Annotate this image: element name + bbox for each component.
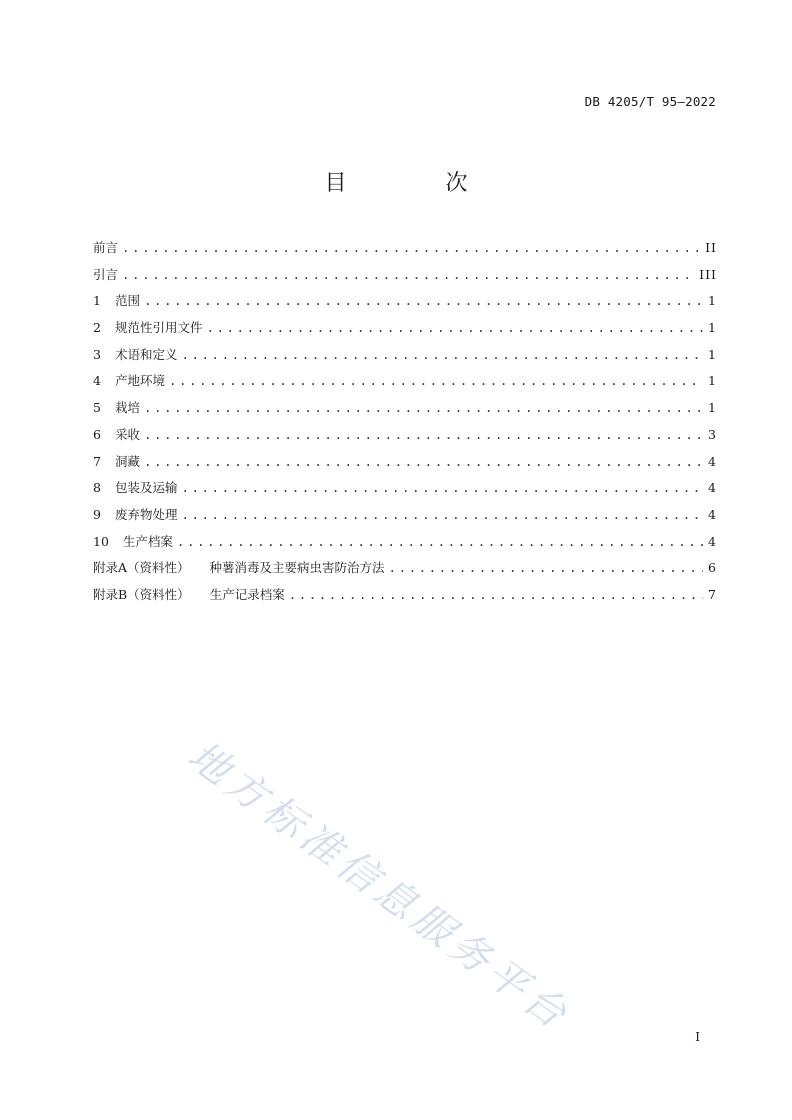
toc-entry-number: 6	[93, 426, 101, 442]
toc-leader-dots	[122, 240, 701, 255]
toc-entry-label: 洞藏	[114, 453, 140, 469]
page-folio: I	[695, 1030, 700, 1044]
toc-entry[interactable]	[93, 265, 717, 292]
toc-entry[interactable]	[93, 532, 717, 559]
toc-entry-number: 4	[93, 373, 101, 389]
toc-entry-page: 3	[708, 426, 717, 442]
page-title: 目 次	[324, 171, 514, 196]
toc-entry[interactable]	[93, 371, 717, 398]
toc-entry[interactable]	[93, 478, 717, 505]
watermark: 地方标准信息服务平台	[179, 732, 579, 1041]
toc-entry-label: 术语和定义	[114, 346, 178, 362]
toc-entry[interactable]	[93, 558, 717, 585]
toc-entry-page: 4	[708, 453, 717, 469]
toc-entry-number: 3	[93, 346, 101, 362]
toc-entry-page: 1	[708, 346, 717, 362]
toc-entry[interactable]	[93, 398, 717, 425]
toc-leader-dots	[144, 454, 703, 469]
toc-entry-label: 废弃物处理	[114, 506, 178, 522]
toc-entry-label: 生产档案	[122, 533, 173, 549]
toc-entry-label: 范围	[114, 293, 140, 309]
toc-entry-number: 9	[93, 506, 101, 522]
toc-entry-page: 1	[708, 400, 717, 416]
toc-leader-dots	[289, 587, 703, 602]
toc-leader-dots	[169, 373, 703, 388]
toc-leader-dots	[181, 507, 703, 522]
toc-entry-label: 采收	[114, 426, 140, 442]
toc-leader-dots	[144, 293, 703, 308]
toc-entry[interactable]	[93, 318, 717, 345]
toc-entry-number: 7	[93, 453, 101, 469]
toc-entry[interactable]	[93, 345, 717, 372]
toc-entry-label: 前言	[93, 240, 119, 255]
toc-entry-number: 5	[93, 400, 101, 416]
toc-entry[interactable]	[93, 585, 717, 612]
toc-entry-label: 产地环境	[114, 373, 165, 389]
toc-entry-page: 4	[708, 480, 717, 496]
toc-entry-page: 4	[708, 533, 717, 549]
toc-entry-page: 4	[708, 506, 717, 522]
toc-leader-dots	[181, 347, 703, 362]
table-of-contents	[93, 238, 717, 612]
toc-entry-label: 种薯消毒及主要病虫害防治方法	[209, 560, 385, 576]
toc-entry-page: 1	[708, 293, 717, 309]
toc-entry-page: II	[705, 240, 717, 255]
toc-entry[interactable]	[93, 425, 717, 452]
toc-entry[interactable]	[93, 291, 717, 318]
toc-leader-dots	[206, 320, 703, 335]
standard-number: DB 4205/T 95—2022	[584, 94, 716, 109]
toc-leader-dots	[144, 400, 703, 415]
toc-leader-dots	[181, 480, 703, 495]
toc-entry-page: 1	[708, 373, 717, 389]
toc-entry-page: 6	[708, 560, 717, 576]
toc-entry-label: 规范性引用文件	[114, 320, 203, 336]
toc-entry-number: 10	[93, 533, 109, 549]
toc-entry-number: 8	[93, 480, 101, 496]
toc-entry-label: 栽培	[114, 400, 140, 416]
toc-leader-dots	[177, 534, 703, 549]
toc-entry-label: 包装及运输	[114, 480, 178, 496]
toc-entry-number: 附录B（资料性）	[93, 586, 190, 602]
toc-entry-label: 引言	[93, 266, 119, 282]
toc-leader-dots	[389, 560, 703, 575]
toc-entry-page: 7	[708, 586, 717, 602]
toc-leader-dots	[122, 267, 695, 282]
toc-entry[interactable]	[93, 238, 717, 265]
toc-entry-number: 2	[93, 320, 101, 336]
toc-entry-number: 1	[93, 293, 101, 309]
toc-entry[interactable]	[93, 505, 717, 532]
toc-leader-dots	[144, 427, 703, 442]
toc-entry-page: III	[699, 266, 717, 282]
toc-entry-page: 1	[708, 320, 717, 336]
toc-entry-label: 生产记录档案	[209, 586, 285, 602]
toc-entry[interactable]	[93, 452, 717, 479]
toc-entry-number: 附录A（资料性）	[93, 560, 190, 576]
